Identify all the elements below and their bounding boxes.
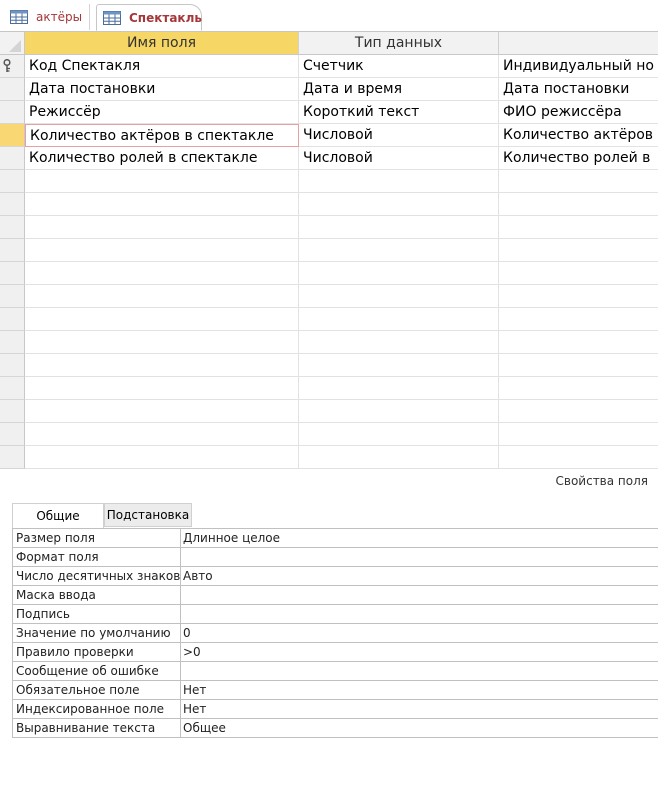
description-cell[interactable]: Индивидуальный но [499,55,658,78]
description-cell[interactable] [499,285,658,308]
row-selector[interactable] [0,216,25,239]
corner-triangle-icon [0,32,25,55]
property-value[interactable]: Нет [181,681,658,700]
description-cell[interactable] [499,262,658,285]
property-value[interactable]: Общее [181,719,658,738]
table-design-grid [0,32,658,470]
description-cell[interactable] [499,331,658,354]
row-selector[interactable] [0,124,25,147]
primary-key-icon [3,59,13,73]
field-name-cell[interactable] [25,377,299,400]
data-type-cell[interactable] [299,400,499,423]
description-cell[interactable]: Количество актёров [499,124,658,147]
property-label: Обязательное поле [13,681,181,700]
tab-spectacle-label: Спектакль [129,10,202,25]
tab-actors[interactable] [4,4,90,30]
row-selector[interactable] [0,423,25,446]
field-name-cell[interactable] [25,239,299,262]
field-name-cell[interactable]: Количество актёров в спектакле [25,124,299,147]
property-label: Индексированное поле [13,700,181,719]
row-selector[interactable] [0,170,25,193]
tab-spectacle[interactable] [96,4,202,31]
row-selector[interactable] [0,262,25,285]
row-selector[interactable] [0,308,25,331]
data-type-cell[interactable] [299,216,499,239]
description-cell[interactable] [499,216,658,239]
data-type-cell[interactable]: Короткий текст [299,101,499,124]
data-type-cell[interactable]: Дата и время [299,78,499,101]
tab-lookup[interactable]: Подстановка [104,503,192,527]
property-label: Сообщение об ошибке [13,662,181,681]
column-header-field-name[interactable]: Имя поля [25,32,299,55]
field-name-cell[interactable] [25,193,299,216]
property-label: Подпись [13,605,181,624]
property-row [13,681,658,700]
description-cell[interactable]: Количество ролей в [499,147,658,170]
description-cell[interactable] [499,354,658,377]
property-value[interactable] [181,605,658,624]
property-label: Правило проверки [13,643,181,662]
data-type-cell[interactable] [299,377,499,400]
property-row [13,700,658,719]
property-value[interactable]: Длинное целое [181,529,658,548]
field-name-cell[interactable]: Режиссёр [25,101,299,124]
property-row [13,605,658,624]
description-cell[interactable] [499,446,658,469]
property-row [13,586,658,605]
description-cell[interactable] [499,170,658,193]
field-name-cell[interactable] [25,216,299,239]
description-cell[interactable]: ФИО режиссёра [499,101,658,124]
table-icon [10,10,28,24]
property-row [13,662,658,681]
row-selector[interactable] [0,400,25,423]
row-selector[interactable] [0,377,25,400]
document-tabs [0,0,658,32]
row-selector[interactable] [0,193,25,216]
field-name-cell[interactable] [25,170,299,193]
field-name-cell[interactable] [25,400,299,423]
data-type-cell[interactable]: Числовой [299,147,499,170]
data-type-cell[interactable] [299,262,499,285]
data-type-cell[interactable] [299,239,499,262]
property-row [13,719,658,738]
property-row [13,624,658,643]
property-value[interactable] [181,586,658,605]
row-selector[interactable] [0,331,25,354]
description-cell[interactable] [499,193,658,216]
field-name-cell[interactable] [25,285,299,308]
field-name-cell[interactable] [25,308,299,331]
field-properties-table [12,528,658,738]
column-header-data-type[interactable]: Тип данных [299,32,499,55]
data-type-cell[interactable] [299,285,499,308]
data-type-cell[interactable] [299,193,499,216]
description-cell[interactable] [499,239,658,262]
tab-general[interactable]: Общие [12,503,104,528]
data-type-cell[interactable]: Счетчик [299,55,499,78]
row-selector[interactable] [0,55,25,78]
description-cell[interactable] [499,423,658,446]
property-label: Формат поля [13,548,181,567]
row-selector[interactable] [0,285,25,308]
field-name-cell[interactable]: Количество ролей в спектакле [25,147,299,170]
row-selector[interactable] [0,147,25,170]
row-selector[interactable] [0,239,25,262]
description-cell[interactable] [499,400,658,423]
row-selector[interactable] [0,354,25,377]
data-type-cell[interactable] [299,170,499,193]
property-value[interactable]: 0 [181,624,658,643]
property-value[interactable]: Авто [181,567,658,586]
description-cell[interactable] [499,377,658,400]
row-selector[interactable] [0,446,25,469]
property-row [13,643,658,662]
field-properties-title: Свойства поля [555,474,648,488]
column-header-description[interactable] [499,32,658,55]
field-name-cell[interactable] [25,331,299,354]
tab-actors-label: актёры [36,10,83,24]
property-value[interactable]: Нет [181,700,658,719]
property-value[interactable]: >0 [181,643,658,662]
data-type-cell[interactable] [299,446,499,469]
field-name-cell[interactable] [25,446,299,469]
property-value[interactable] [181,548,658,567]
property-label: Размер поля [13,529,181,548]
data-type-cell[interactable] [299,423,499,446]
property-label: Маска ввода [13,586,181,605]
field-name-cell[interactable] [25,354,299,377]
select-all-corner[interactable] [0,32,25,55]
description-cell[interactable] [499,308,658,331]
data-type-cell[interactable] [299,331,499,354]
field-name-cell[interactable]: Дата постановки [25,78,299,101]
row-selector[interactable] [0,101,25,124]
data-type-cell[interactable] [299,354,499,377]
property-value[interactable] [181,662,658,681]
table-icon [103,11,121,25]
field-name-cell[interactable] [25,423,299,446]
field-name-cell[interactable]: Код Спектакля [25,55,299,78]
property-row [13,529,658,548]
property-row [13,548,658,567]
property-label: Число десятичных знаков [13,567,181,586]
row-selector[interactable] [0,78,25,101]
data-type-cell[interactable]: Числовой [299,124,499,147]
description-cell[interactable]: Дата постановки [499,78,658,101]
data-type-cell[interactable] [299,308,499,331]
field-name-cell[interactable] [25,262,299,285]
property-label: Выравнивание текста [13,719,181,738]
property-label: Значение по умолчанию [13,624,181,643]
property-row [13,567,658,586]
